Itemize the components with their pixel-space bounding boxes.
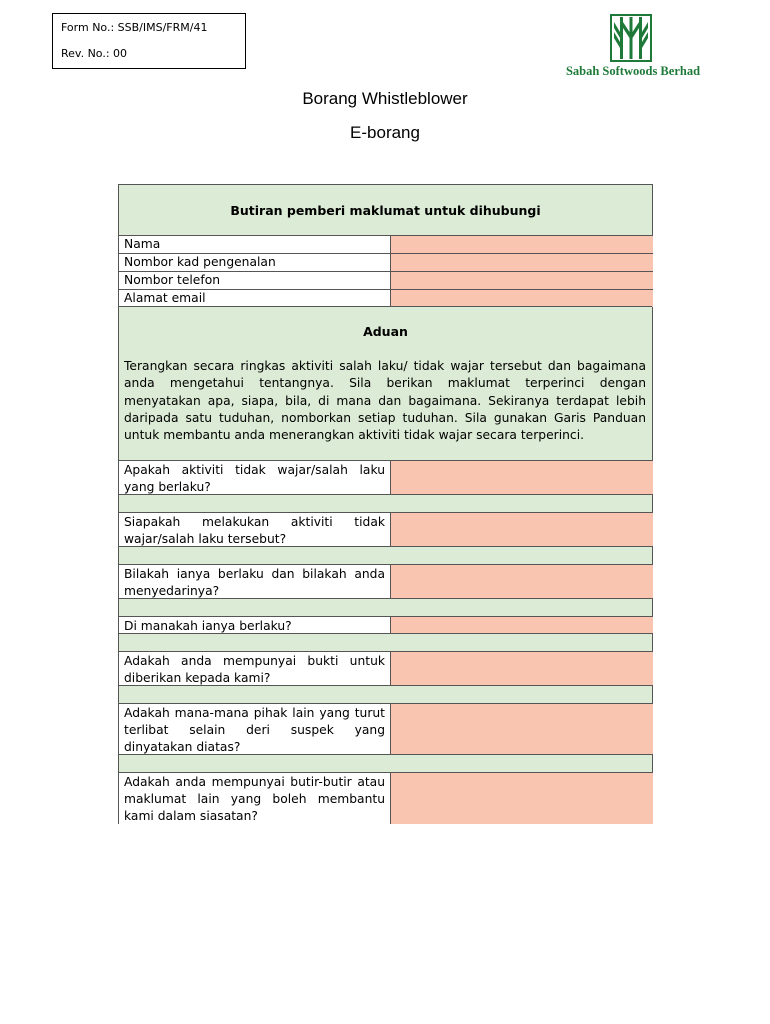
complaint-instructions: Terangkan secara ringkas aktiviti salah laku/ tidak wajar tersebut dan bagaimana anda mengetahui tentangnya. Sila berikan maklumat terperinci dengan menyatakan apa, siapa, bila, di mana dan bagaimana. Sekiranya terdapat lebih daripada satu tuduhan, nomborkan setiap tuduhan. Sila gunakan Garis Panduan untuk membantu anda menerangkan aktiviti tidak wajar secara terperinci. [124, 359, 646, 443]
email-label: Alamat email [119, 289, 391, 307]
question-where-label: Di manakah ianya berlaku? [119, 616, 391, 634]
company-name: Sabah Softwoods Berhad [565, 64, 701, 78]
question-what-field[interactable] [391, 460, 653, 495]
name-label: Nama [119, 235, 391, 253]
question-evidence-label: Adakah anda mempunyai bukti untuk diberikan kepada kami? [119, 651, 391, 686]
ic-number-label: Nombor kad pengenalan [119, 253, 391, 271]
ic-number-field[interactable] [391, 253, 653, 271]
complaint-section-heading: Aduan [363, 324, 408, 339]
contact-section-heading: Butiran pemberi maklumat untuk dihubungi [230, 203, 541, 218]
form-info-box [52, 13, 246, 69]
phone-field[interactable] [391, 271, 653, 289]
page-subtitle: E-borang [350, 123, 420, 142]
question-when-label: Bilakah ianya berlaku dan bilakah anda menyedarinya? [119, 564, 391, 599]
name-field[interactable] [391, 235, 653, 253]
question-what-label: Apakah aktiviti tidak wajar/salah laku yang berlaku? [119, 460, 391, 495]
question-where-field[interactable] [391, 616, 653, 634]
question-when-field[interactable] [391, 564, 653, 599]
whistleblower-form [118, 184, 653, 824]
phone-label: Nombor telefon [119, 271, 391, 289]
revision-number: Rev. No.: 00 [61, 47, 128, 60]
form-number: Form No.: SSB/IMS/FRM/41 [61, 21, 208, 34]
company-logo [558, 14, 708, 80]
question-other-parties-label: Adakah mana-mana pihak lain yang turut terlibat selain deri suspek yang dinyatakan diatas? [119, 703, 391, 755]
question-other-info-field[interactable] [391, 772, 653, 824]
question-who-field[interactable] [391, 512, 653, 547]
email-field[interactable] [391, 289, 653, 307]
question-other-info-label: Adakah anda mempunyai butir-butir atau maklumat lain yang boleh membantu kami dalam siasatan? [119, 772, 391, 824]
question-evidence-field[interactable] [391, 651, 653, 686]
company-logo-icon [610, 14, 652, 62]
section-divider [119, 306, 652, 307]
page-title: Borang Whistleblower [302, 89, 468, 108]
question-who-label: Siapakah melakukan aktiviti tidak wajar/salah laku tersebut? [119, 512, 391, 547]
question-other-parties-field[interactable] [391, 703, 653, 755]
